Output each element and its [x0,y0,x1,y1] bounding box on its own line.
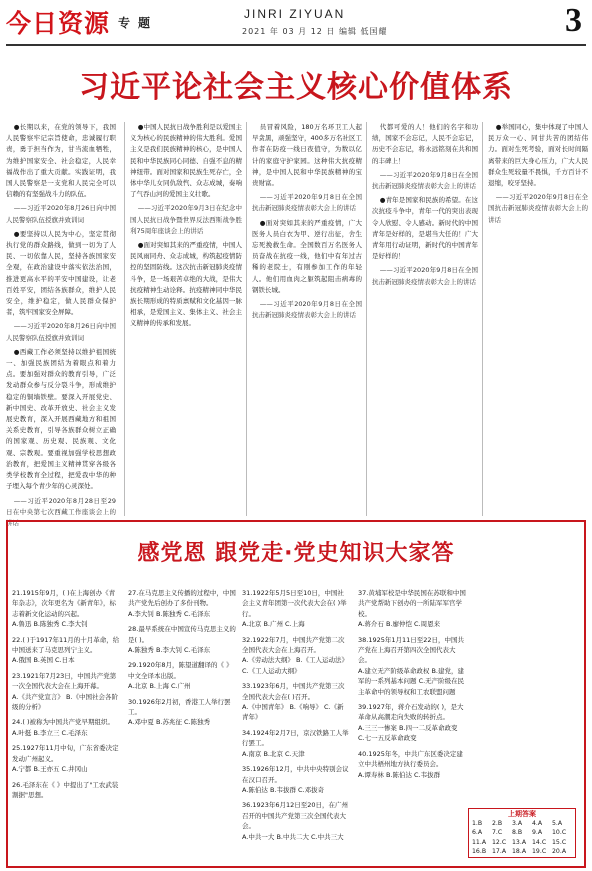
masthead-divider [6,44,586,46]
quiz-question-text: 36.1923年6月12日至20日，在广州召开的中国共产党第三次全国代表大会。 [242,801,349,831]
answer-key-item: 1.B [472,820,483,827]
answer-key-item: 10.C [552,829,567,837]
quiz-question [242,728,350,759]
answer-key-item: 5.A [552,820,563,827]
answer-key-item: 9.A [532,829,543,837]
answer-key-item: 15.C [552,838,567,846]
quiz-question [12,743,120,774]
answer-key-item: 4.A [532,820,543,827]
quiz-question-text: 35.1926年12月，中共中央特别会议在汉口召开。 [242,765,349,784]
quiz-options: A.《共产党宣言》 B.《中国社会各阶级的分析》 [12,692,118,712]
quiz-question-text: 29.1920年8月，陈望道翻译的《 》中文全译本出版。 [128,661,233,680]
article-paragraph: ●长期以来，在党的领导下，我国人民警察牢记宗旨使命，忠诚履行职责，勇于担当作为，甘当流血牺牲，为维护国家安全、社会稳定，人民幸福战作出了重大贡献。实践证明，我国人民警察是一支党和人民完全可以信赖的有坚强战斗力的队伍。 [6,123,116,199]
quiz-question-text: 28.最早系统在中国宣传马克思主义的是( )。 [128,625,236,644]
quiz-question [242,588,350,630]
quiz-options: A.陈伯达 B.韦拔群 C.邓拔奇 [242,785,325,794]
article-source: ——习近平2020年9月8日在全国抗击新冠肺炎疫情表彰大会上的讲话 [372,266,478,286]
answer-key-item: 3.A [512,820,523,827]
answer-key-item: 18.A [512,848,527,856]
answer-key-grid [469,819,575,857]
article-column-2 [124,122,246,516]
quiz-column-3 [242,588,350,860]
quiz-question-text: 21.1915年9月，( )在上海创办《青年杂志》，次年更名为《新青年》，标志着新文化运动的兴起。 [12,589,116,618]
quiz-column-1 [12,588,120,860]
quiz-question [358,588,466,630]
quiz-options: A.北京 B.广州 C.上海 [242,620,305,629]
article-column-3 [246,122,366,516]
quiz-question [128,588,236,619]
quiz-question [242,764,350,795]
quiz-options: A.陈独秀 B.李大钊 C.毛泽东 [128,646,211,655]
quiz-question [128,660,236,691]
masthead [6,4,586,44]
answer-key-item: 13.A [512,838,527,846]
quiz-question [128,624,236,655]
article-source: ——习近平2020年8月28日至29日在中央第七次西藏工作座谈会上的讲话 [6,496,116,527]
article-columns [6,122,588,527]
answer-key-item: 11.A [472,838,487,846]
quiz-question-text: 22.( )于1917年11月的十月革命，给中国送来了马克思列宁主义。 [12,635,120,655]
quiz-options: A.俄国 B.英国 C.日本 [12,656,75,665]
article-source: ——习近平2020年9月8日在全国抗击新冠肺炎疫情表彰大会上的讲话 [372,170,478,191]
page-number: 3 [565,2,582,39]
answer-key-box [468,808,576,858]
article-column-4 [366,122,482,516]
article-paragraph: ●要坚持以人民为中心，坚定贯彻执行党的群众路线，做到一切为了人民、一切依靠人民，坚持各族国家安全观，在政治建设中落实依法治国，推进更高水平的平安中国建设，让老百姓平安，团结各族群众，维护人民安全，维护稳定，做人民群众保护者，筑牢国家安全屏障。 [6,229,116,317]
article-paragraph: ●青年是国家和民族的希望。在这次抗疫斗争中，青年一代的突出表现令人欣慰、令人感动。新时代的中国青年是好样的，是堪当大任的！广大青年用行动证明，新时代的中国青年是好样的！ [372,196,478,261]
answer-key-item: 16.B [472,848,487,856]
quiz-options: A.邓中夏 B.苏兆征 C.陈独秀 [128,718,211,727]
article-source: ——习近平2020年9月8日在全国抗击新冠肺炎疫情表彰大会上的讲话 [252,193,362,213]
article-column-5 [482,122,590,516]
article-column-1 [6,122,120,527]
quiz-question-text: 31.1922年5月5日至10日，中国社会主义青年团第一次代表大会在( )举行。 [242,589,347,618]
quiz-question-text: 26.毛泽东在《 》中提出了"工农武装割据"思想。 [12,780,119,799]
quiz-question [12,671,120,713]
quiz-options: A.北京 B.上海 C.广州 [128,682,191,691]
quiz-question [358,749,466,780]
article-paragraph: ●面对突如其来的严重疫情，中国人民风雨同舟、众志成城，构筑起疫情防控的坚固防线。这次抗击新冠肺炎疫情斗争，是一场艰苦卓绝的大战，是伟大抗疫精神生动诠释。抗疫精神同中华民族长期形成的特质禀赋和文化基因一脉相承，是爱国主义、集体主义、社会主义精神的传承和发展。 [130,241,242,328]
quiz-question-text: 30.1926年2月初，香港工人举行罢工。 [128,697,231,717]
quiz-question-text: 40.1925年冬，中共广东区委决定建立中共梧州地方执行委员会。 [358,749,463,769]
quiz-question [358,702,466,744]
quiz-question [242,635,350,677]
quiz-question [128,697,236,728]
quiz-question-text: 33.1923年6月，中国共产党第三次全国代表大会在( )召开。 [242,682,345,701]
newspaper-brand: 今日资源 [6,9,111,38]
quiz-question [242,681,350,723]
quiz-options: A.宁都 B.王亦五 C.井冈山 [12,765,88,774]
article-source: ——习近平2020年8月26日向中国人民警察队伍授旗并致训词 [6,322,116,342]
quiz-question-text: 34.1924年2月7日，京汉铁路工人举行罢工。 [242,728,349,748]
article-source: ——习近平2020年9月3日在纪念中国人民抗日战争暨世界反法西斯战争胜利75周年座谈会上的讲话 [130,204,242,235]
section-label: 专题 [118,16,159,30]
quiz-question-text: 27.在马克思主义传播的过程中，中国共产党先后创办了多份刊物。 [128,589,236,608]
article-paragraph: ●中国人民抗日战争胜利是以爱国主义为核心的民族精神的伟大胜利。爱国主义是我们民族精神的核心，是中国人民和中华民族同心同德、自强不息的精神纽带。面对国家和民族生死存亡，全体中华儿女同仇敌忾、众志成城，奏响了气吞山河的爱国主义壮歌。 [130,123,242,199]
quiz-question [358,635,466,697]
quiz-options: A.《中国青年》 B.《响导》 C.《新青年》 [242,703,344,722]
quiz-question [12,635,120,666]
answer-key-item: 2.B [492,820,503,827]
answer-key-item: 19.C [532,848,547,856]
answer-key-item: 7.C [492,829,503,837]
quiz-question-text: 23.1921年7月23日，中国共产党第一次全国代表大会在上海开幕。 [12,671,117,691]
quiz-options: A.《劳动法大纲》 B.《工人运动法》 C.《工人运动大纲》 [242,656,348,675]
article-paragraph: ●举国同心，集中体现了中国人民万众一心、同甘共苦的团结伟力。面对生死考验，面对长时间隔离带来的巨大身心压力，广大人民群众生死较量不畏惧，千方百计不退缩，咬牙坚持。 [488,123,588,188]
quiz-column-2 [128,588,236,860]
quiz-options: A.南京 B.北京 C.天津 [242,749,305,758]
quiz-question-text: 39.1927年，蒋介石发动的( )，是大革命从高潮走向失败的转折点。 [358,703,464,722]
article-source: ——习近平2020年8月26日向中国人民警察队伍授旗并致训词 [6,204,116,224]
answer-key-item: 6.A [472,829,483,837]
quiz-question [12,717,120,738]
quiz-options: A.李大钊 B.陈独秀 C.毛泽东 [128,609,211,618]
answer-key-item: 12.C [492,838,507,846]
quiz-question [12,780,120,801]
quiz-options: A.蒋介石 B.廖仲恺 C.周恩来 [358,620,441,629]
article-paragraph: ●西藏工作必须坚持以维护祖国统一、加强民族团结为着眼点和着力点。要加强对群众的教育引导，广泛发动群众参与反分裂斗争，形成维护稳定的铜墙铁壁。要深入开展党史、新中国史、改革开放史、社会主义发展史教育，深入开展西藏地方和祖国关系史教育，引导各族群众树立正确的国家观、历史观、民族观、文化观、宗教观。要重视加强学校思想政治教育，把爱国主义精神贯穿各级各类学校教育全过程，把爱我中华的种子埋入每个青少年的心灵深处。 [6,347,116,491]
article-source: ——习近平2020年9月8日在全国抗击新冠肺炎疫情表彰大会上的讲话 [488,193,588,224]
article-paragraph: 代都可爱的人！他们的名字和功绩，国家不会忘记，人民不会忘记，历史不会忘记，将永远铭刻在共和国的丰碑上！ [372,123,478,165]
quiz-column-4 [358,588,466,860]
quiz-question-text: 25.1927年11月中旬，广东省委决定发动广州起义。 [12,744,119,763]
quiz-options: A.中共一大 B.中共二大 C.中共三大 [242,832,344,841]
quiz-options: A.三三一惨案 B.四一二反革命政变 C.七一五反革命政变 [358,723,458,743]
quiz-question-text: 38.1925年1月11日至22日，中国共产党在上海召开第四次全国代表大会。 [358,635,465,665]
quiz-question-text: 37.黄埔军校是中华民国在苏联和中国共产党帮助下创办的一所陆军军官学校。 [358,589,466,618]
answer-key-title: 上期答案 [508,810,536,818]
quiz-question-text: 24.( )被称为中国共产党早期组织。 [12,718,114,727]
quiz-options: A.叶挺 B.李立三 C.毛泽东 [12,728,88,737]
answer-key-item: 8.B [512,829,523,837]
answer-key-item: 17.A [492,848,507,856]
dateline: 2021 年 03 月 12 日 编辑 低国耀 [242,27,388,36]
quiz-options: A.建立无产阶级革命政权 B.建党，建军的一系列基本问题 C.无产阶级在民主革命中的领导权和工农联盟问题 [358,666,465,696]
article-paragraph: 员冒着风险，180万名环卫工人起早贪黑，顽强坚守，400多万名社区工作者在防疫一线日夜值守，为数以亿计的家庭守护家园。这种伟大抗疫精神，是中国人民和中华民族精神的宝贵财富。 [252,123,362,188]
answer-key-item: 20.A [552,848,567,856]
quiz-title: 感党恩 跟党走·党史知识大家答 [137,541,455,566]
quiz-question [242,800,350,842]
quiz-question-text: 32.1922年7月，中国共产党第二次全国代表大会在上海召开。 [242,635,345,655]
quiz-question [12,588,120,630]
article-paragraph: ●面对突如其来的严重疫情，广大医务人员白衣为甲、逆行出征，舍生忘死挽救生命。全国数百万名医务人员奋战在抗疫一线，他们中有年过古稀的老院士，有刚参加工作的年轻人。他们用血肉之躯筑起阻击病毒的钢铁长城。 [252,218,362,294]
answer-key-item: 14.C [532,838,547,846]
quiz-options: A.谭寿林 B.陈伯达 C.韦拔群 [358,770,441,779]
quiz-options: A.鲁迅 B.陈独秀 C.李大钊 [12,620,88,629]
article-source: ——习近平2020年9月8日在全国抗击新冠肺炎疫情表彰大会上的讲话 [252,300,362,320]
masthead-pinyin: JINRI ZIYUAN [244,7,346,21]
main-headline: 习近平论社会主义核心价值体系 [79,70,513,105]
